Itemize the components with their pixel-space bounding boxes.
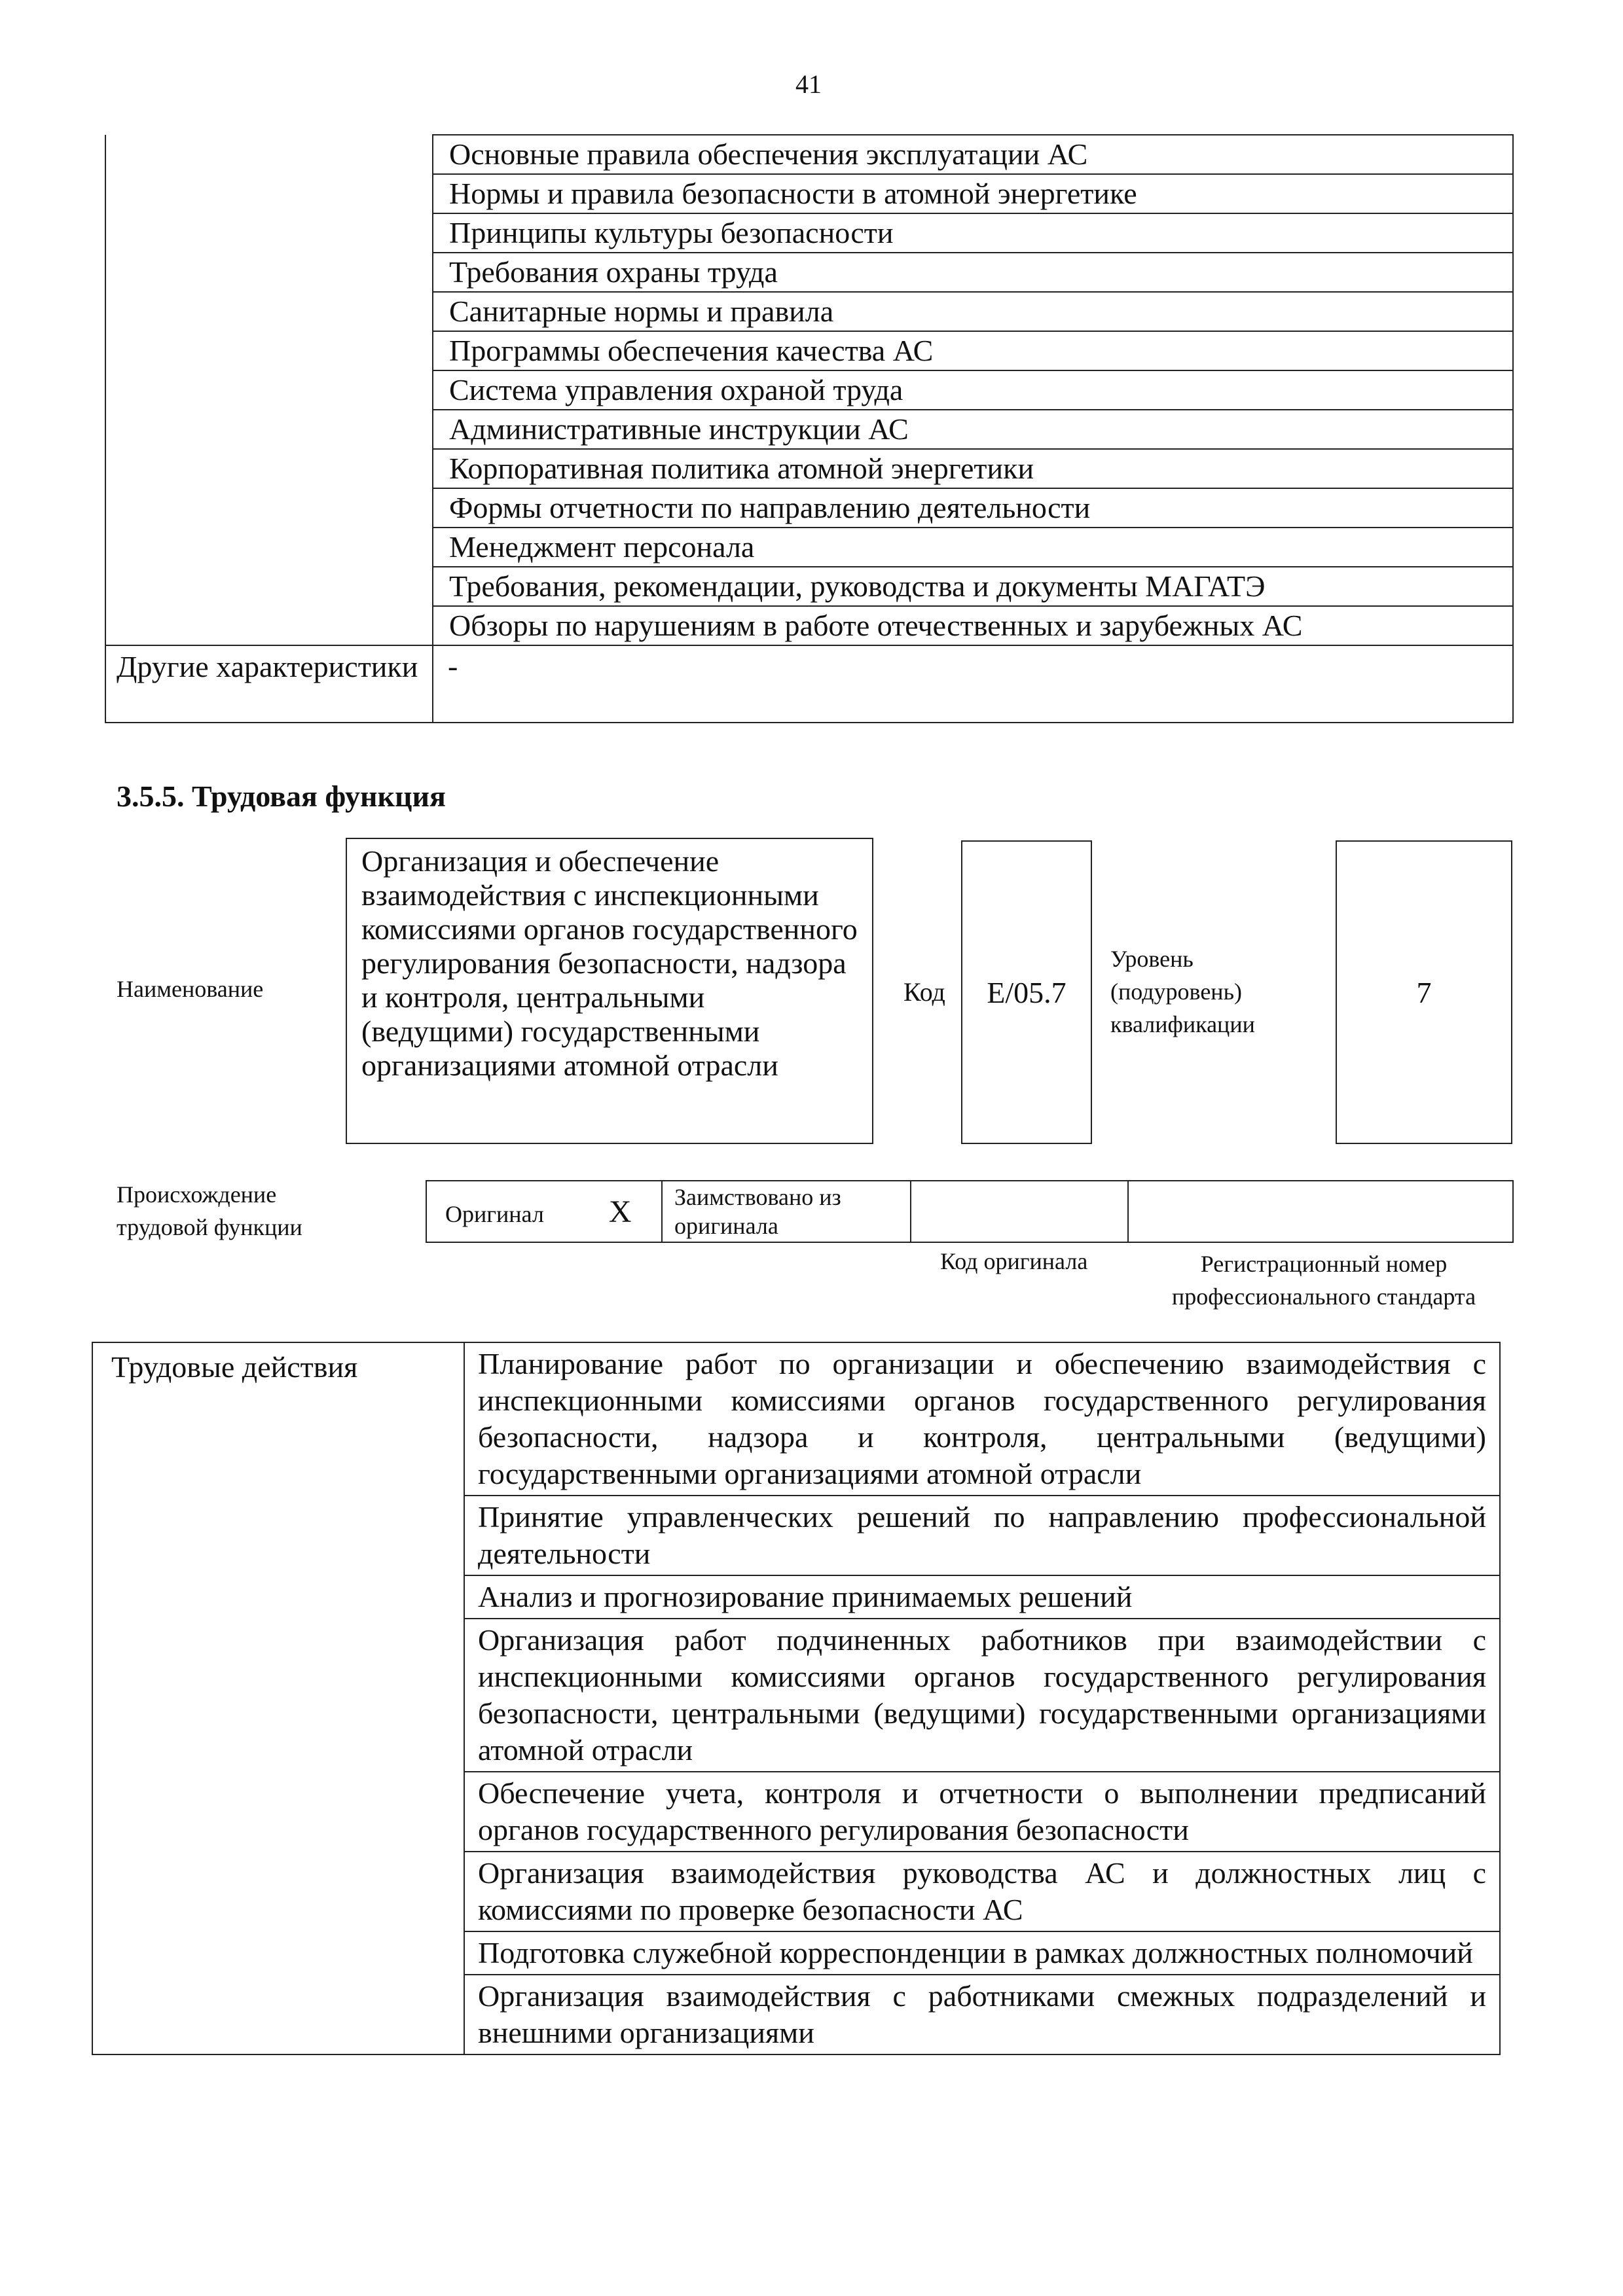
registration-number-cell — [1128, 1181, 1513, 1242]
original-label: Оригинал — [445, 1200, 544, 1227]
knowledge-item: Формы отчетности по направлению деятельности — [433, 488, 1513, 528]
other-characteristics-label: Другие характеристики — [105, 645, 433, 723]
code-label: Код — [903, 977, 945, 1007]
action-item: Организация взаимодействия руководства АС и должностных лиц с комиссиями по проверке безопасности АС — [464, 1852, 1500, 1931]
knowledge-table — [105, 134, 1514, 723]
knowledge-label-cell — [105, 135, 433, 645]
action-item: Организация работ подчиненных работников при взаимодействии с инспекционными комиссиями органов государственного регулирования безопасности, центральными (ведущими) государственными организациями атомной отрасли — [464, 1619, 1500, 1772]
function-code: E/05.7 — [961, 840, 1092, 1144]
other-characteristics-value: - — [433, 645, 1513, 723]
action-item: Планирование работ по организации и обеспечению взаимодействия с инспекционными комиссиями органов государственного регулирования безопасности, надзора и контроля, центральными (ведущими) государственными организациями атомной отрасли — [464, 1342, 1500, 1496]
action-item: Организация взаимодействия с работниками смежных подразделений и внешними организациями — [464, 1975, 1500, 2054]
knowledge-item: Требования, рекомендации, руководства и документы МАГАТЭ — [433, 567, 1513, 606]
name-label: Наименование — [117, 976, 264, 1002]
original-cell — [426, 1181, 662, 1242]
original-code-caption: Код оригинала — [940, 1248, 1088, 1274]
knowledge-item: Санитарные нормы и правила — [433, 292, 1513, 331]
original-code-cell — [911, 1181, 1128, 1242]
registration-number-caption: Регистрационный номер профессионального стандарта — [1171, 1251, 1476, 1310]
qualification-level: 7 — [1336, 840, 1512, 1144]
actions-label: Трудовые действия — [92, 1342, 464, 2054]
original-mark: X — [608, 1194, 632, 1229]
actions-table — [92, 1342, 1501, 2055]
knowledge-item: Система управления охраной труда — [433, 370, 1513, 410]
borrowed-label: Заимствовано из оригинала — [662, 1181, 911, 1242]
knowledge-item: Административные инструкции АС — [433, 410, 1513, 449]
origin-table — [426, 1180, 1514, 1243]
knowledge-item: Принципы культуры безопасности — [433, 213, 1513, 253]
level-label: Уровень (подуровень) квалификации — [1110, 946, 1255, 1037]
knowledge-item: Программы обеспечения качества АС — [433, 331, 1513, 370]
knowledge-item: Обзоры по нарушениям в работе отечественных и зарубежных АС — [433, 606, 1513, 645]
action-item: Анализ и прогнозирование принимаемых решений — [464, 1575, 1500, 1619]
knowledge-item: Требования охраны труда — [433, 253, 1513, 292]
action-item: Принятие управленческих решений по направлению профессиональной деятельности — [464, 1496, 1500, 1575]
page-number: 41 — [795, 69, 822, 99]
action-item: Обеспечение учета, контроля и отчетности о выполнении предписаний органов государственного регулирования безопасности — [464, 1772, 1500, 1852]
action-item: Подготовка служебной корреспонденции в рамках должностных полномочий — [464, 1931, 1500, 1975]
function-name: Организация и обеспечение взаимодействия с инспекционными комиссиями органов государственного регулирования безопасности, надзора и контроля, центральными (ведущими) государственными организациями атомной отрасли — [346, 838, 873, 1144]
knowledge-item: Корпоративная политика атомной энергетики — [433, 449, 1513, 488]
origin-label: Происхождение трудовой функции — [117, 1181, 302, 1240]
knowledge-item: Нормы и правила безопасности в атомной энергетике — [433, 174, 1513, 213]
section-title: 3.5.5. Трудовая функция — [117, 780, 446, 813]
knowledge-item: Основные правила обеспечения эксплуатации АС — [433, 135, 1513, 174]
knowledge-item: Менеджмент персонала — [433, 528, 1513, 567]
